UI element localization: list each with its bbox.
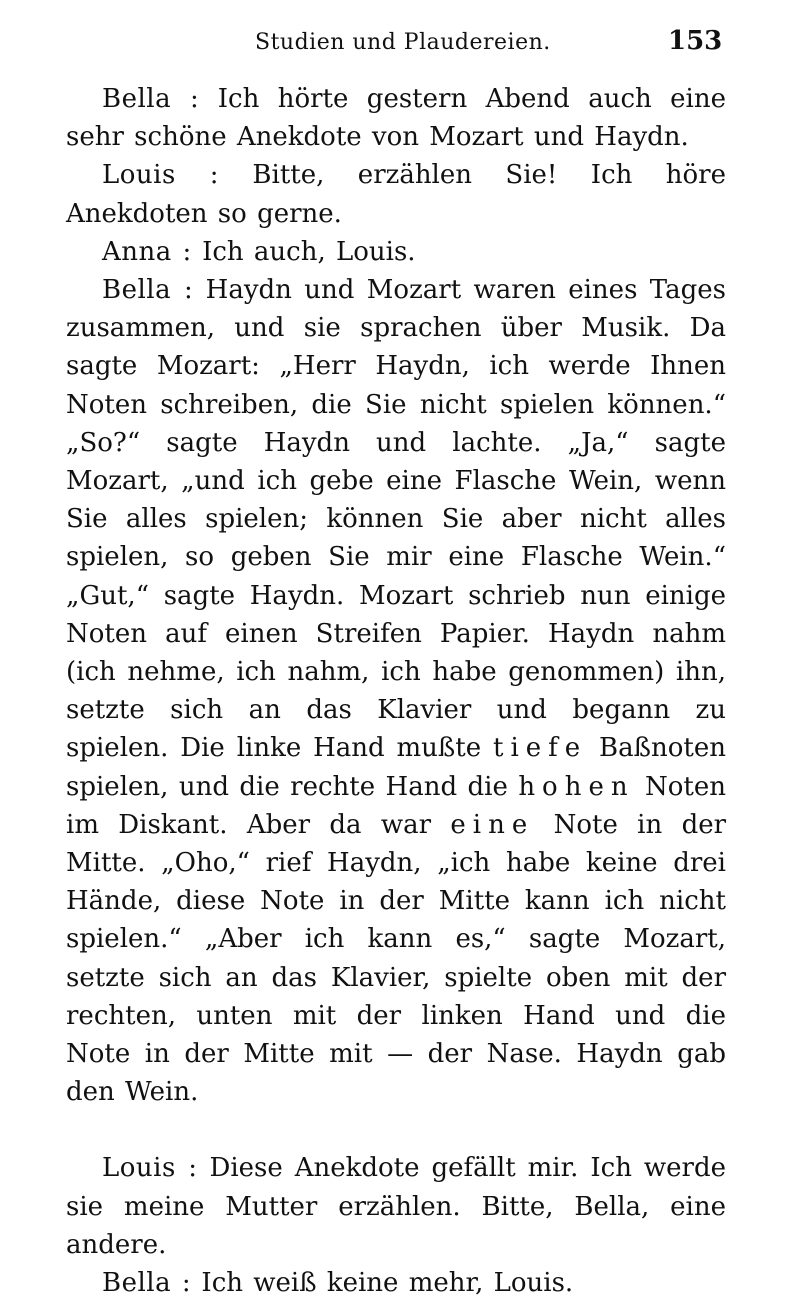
dialogue-line-1 [66, 80, 726, 156]
speaker-name: Bella : [102, 275, 194, 306]
line-text: Diese Anekdote gefällt mir. Ich werde sie meine Mutter erzählen. Bitte, Bella, eine andere. [66, 1153, 726, 1260]
line-text: Noten im Diskant. Aber da war [66, 771, 727, 840]
speaker-name: Anna : [102, 236, 192, 267]
line-text: Ich hörte gestern Abend auch eine sehr schöne Anekdote von Mozart und Haydn. [66, 84, 727, 153]
dialogue-line-6 [66, 1264, 726, 1302]
dialogue-text [66, 80, 726, 1302]
dialogue-line-5 [66, 1149, 726, 1264]
speaker-name: Bella : [102, 84, 200, 114]
line-text: Note in der Mitte. „Oho,“ rief Haydn, „ich habe keine drei Hände, diese Note in der Mitte kann ich nicht spielen.“ „Aber ich kann es,“ sagte Mozart, setzte sich an das Klavier, spielte oben mit der rechten, unten mit der linken Hand und die Note in der Mitte mit — der Nase. Haydn gab den Wein. [66, 809, 727, 1108]
page-number: 153 [668, 26, 723, 56]
speaker-name: Louis : [102, 1153, 198, 1184]
emphasized-word: eine [450, 809, 535, 840]
line-text: Ich weiß keine mehr, Louis. [201, 1268, 574, 1299]
emphasized-word: tiefe [493, 733, 588, 764]
speaker-name: Louis : [102, 160, 219, 191]
running-head [0, 26, 793, 66]
line-text: Baßnoten spielen, und die rechte Hand die [66, 733, 726, 802]
line-text: Haydn und Mozart waren eines Tages zusammen, und sie sprachen über Musik. Da sagte Mozart: „Herr Haydn, ich werde Ihnen Noten schreiben, die Sie nicht spielen können.“ „So?“ sagte Haydn und lachte. „Ja,“ sagte Mozart, „und ich gebe eine Flasche Wein, wenn Sie alles spielen; können Sie aber nicht alles spielen, so geben Sie mir eine Flasche Wein.“ „Gut,“ sagte Haydn. Mozart schrieb nun einige Noten auf einen Streifen Papier. Haydn nahm (ich nehme, ich nahm, ich habe genommen) ihn, setzte sich an das Klavier und begann zu spielen. Die linke Hand mußte [66, 275, 726, 764]
emphasized-word: hohen [518, 771, 635, 802]
line-text: Ich auch, Louis. [202, 236, 416, 267]
dialogue-line-3 [66, 233, 726, 271]
running-title: Studien und Plaudereien. [255, 30, 551, 55]
dialogue-line-2 [66, 156, 726, 232]
dialogue-line-4 [66, 271, 726, 1111]
speaker-name: Bella : [102, 1268, 192, 1299]
line-text: Bitte, erzählen Sie! Ich höre Anekdoten so gerne. [66, 160, 726, 229]
